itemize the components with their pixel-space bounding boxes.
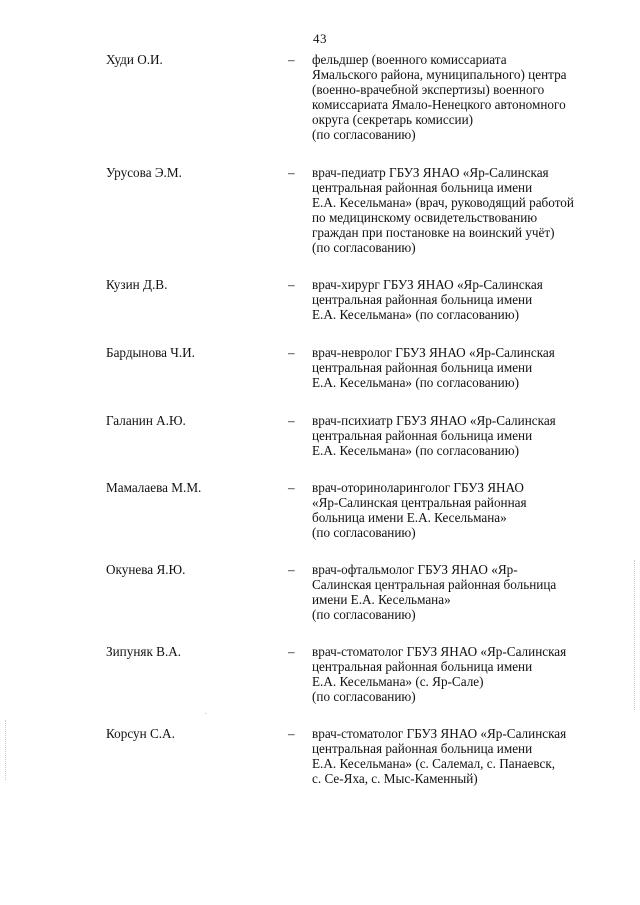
list-item (106, 413, 626, 458)
dash-separator: – (288, 562, 295, 577)
member-position: фельдшер (военного комиссариата Ямальского района, муниципального) центра (военно-врачебной экспертизы) военного комиссариата Ямало-Ненецкого автономного округа (секретарь комиссии) (по согласованию) (312, 52, 567, 142)
member-name: Корсун С.А. (106, 726, 175, 741)
member-position: врач-хирург ГБУЗ ЯНАО «Яр-Салинская центральная районная больница имени Е.А. Кесельмана» (по согласованию) (312, 277, 543, 322)
member-position: врач-психиатр ГБУЗ ЯНАО «Яр-Салинская центральная районная больница имени Е.А. Кесельмана» (по согласованию) (312, 413, 556, 458)
list-item (106, 644, 626, 704)
list-item (106, 345, 626, 390)
scan-speck (205, 713, 206, 714)
dash-separator: – (288, 277, 295, 292)
list-item (106, 165, 626, 255)
dash-separator: – (288, 644, 295, 659)
dash-separator: – (288, 345, 295, 360)
member-position: врач-невролог ГБУЗ ЯНАО «Яр-Салинская центральная районная больница имени Е.А. Кесельмана» (по согласованию) (312, 345, 555, 390)
list-item (106, 480, 626, 540)
list-item (106, 726, 626, 786)
commission-member-list (106, 52, 626, 786)
member-name: Мамалаева М.М. (106, 480, 202, 495)
member-position: врач-стоматолог ГБУЗ ЯНАО «Яр-Салинская центральная районная больница имени Е.А. Кесельмана» (с. Яр-Сале) (по согласованию) (312, 644, 567, 704)
member-name: Худи О.И. (106, 52, 163, 67)
list-item (106, 562, 626, 622)
member-name: Кузин Д.В. (106, 277, 168, 292)
scan-edge-artifact (5, 720, 7, 780)
dash-separator: – (288, 726, 295, 741)
member-position: врач-стоматолог ГБУЗ ЯНАО «Яр-Салинская центральная районная больница имени Е.А. Кесельмана» (с. Салемал, с. Панаевск, с. Се-Яха, с. Мыс-Каменный) (312, 726, 567, 786)
dash-separator: – (288, 480, 295, 495)
member-name: Окунева Я.Ю. (106, 562, 186, 577)
member-name: Зипуняк В.А. (106, 644, 182, 659)
dash-separator: – (288, 165, 295, 180)
member-position: врач-педиатр ГБУЗ ЯНАО «Яр-Салинская центральная районная больница имени Е.А. Кесельмана» (врач, руководящий работой по медицинскому освидетельствованию граждан при постановке на воинский учёт) (по согласованию) (312, 165, 574, 255)
member-position: врач-офтальмолог ГБУЗ ЯНАО «Яр- Салинская центральная районная больница имени Е.А. Кесельмана» (по согласованию) (312, 562, 557, 622)
list-item (106, 277, 626, 322)
list-item (106, 52, 626, 142)
dash-separator: – (288, 413, 295, 428)
member-name: Урусова Э.М. (106, 165, 182, 180)
member-name: Бардынова Ч.И. (106, 345, 195, 360)
member-position: врач-оториноларинголог ГБУЗ ЯНАО «Яр-Салинская центральная районная больница имени Е.А. Кесельмана» (по согласованию) (312, 480, 527, 540)
member-name: Галанин А.Ю. (106, 413, 186, 428)
page-number: 43 (313, 31, 327, 46)
scan-edge-artifact (633, 560, 635, 710)
dash-separator: – (288, 52, 295, 67)
